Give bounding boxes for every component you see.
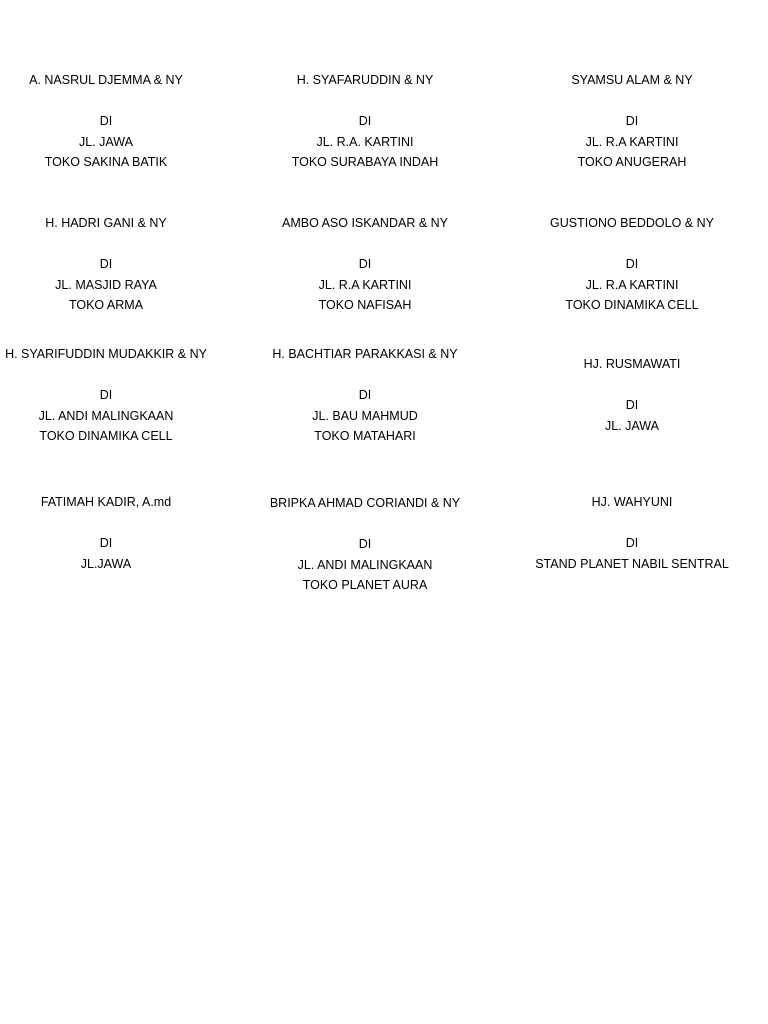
recipient-name: A. NASRUL DJEMMA & NY [29,73,183,87]
shop-name: TOKO ARMA [68,298,144,312]
recipient-name: AMBO ASO ISKANDAR & NY [281,216,448,230]
recipient-name: FATIMAH KADIR, A.md [40,495,172,509]
shop-name: TOKO MATAHARI [314,429,416,443]
shop-name: TOKO SURABAYA INDAH [291,155,439,169]
di-text: DI [625,536,639,550]
street-address: JL. ANDI MALINGKAAN [297,557,433,572]
street-address: JL. R.A KARTINI [585,277,679,292]
recipient-name: GUSTIONO BEDDOLO & NY [550,216,714,230]
shop-name: TOKO PLANET AURA [302,578,428,592]
di-text: DI [625,398,639,412]
address-label [0,492,212,574]
address-label [526,492,738,574]
recipient-name: H. SYAFARUDDIN & NY [296,73,434,87]
recipient-name: SYAMSU ALAM & NY [571,73,693,87]
di-text: DI [99,388,113,402]
recipient-name: H. BACHTIAR PARAKKASI & NY [272,347,458,361]
street-address: JL. R.A. KARTINI [316,134,414,149]
recipient-name: H. HADRI GANI & NY [45,216,167,230]
address-label [526,70,738,173]
di-text: DI [625,114,639,128]
street-address: JL. ANDI MALINGKAAN [38,408,174,423]
street-address: JL. MASJID RAYA [55,277,157,292]
address-label [526,354,738,436]
address-label [0,70,212,173]
di-text: DI [358,537,372,551]
street-address: JL. BAU MAHMUD [312,408,418,423]
street-address: JL. R.A KARTINI [318,277,412,292]
shop-name: TOKO DINAMIKA CELL [39,429,173,443]
recipient-name: HJ. RUSMAWATI [583,357,681,371]
address-label [0,344,212,447]
address-label [0,213,212,316]
street-address: STAND PLANET NABIL SENTRAL [535,556,729,571]
shop-name: TOKO DINAMIKA CELL [565,298,699,312]
shop-name: TOKO NAFISAH [318,298,412,312]
di-text: DI [358,257,372,271]
recipient-name: H. SYARIFUDDIN MUDAKKIR & NY [5,347,207,361]
address-label [259,493,471,596]
di-text: DI [625,257,639,271]
di-text: DI [358,388,372,402]
street-address: JL. JAWA [605,418,659,433]
recipient-name: HJ. WAHYUNI [591,495,673,509]
shop-name: TOKO ANUGERAH [577,155,687,169]
street-address: JL. JAWA [79,134,133,149]
recipient-name: BRIPKA AHMAD CORIANDI & NY [269,496,461,510]
di-text: DI [358,114,372,128]
di-text: DI [99,257,113,271]
address-label [259,70,471,173]
di-text: DI [99,114,113,128]
street-address: JL.JAWA [80,556,132,571]
address-label [259,213,471,316]
shop-name: TOKO SAKINA BATIK [44,155,168,169]
address-label [259,344,471,447]
di-text: DI [99,536,113,550]
street-address: JL. R.A KARTINI [585,134,679,149]
address-label [526,213,738,316]
